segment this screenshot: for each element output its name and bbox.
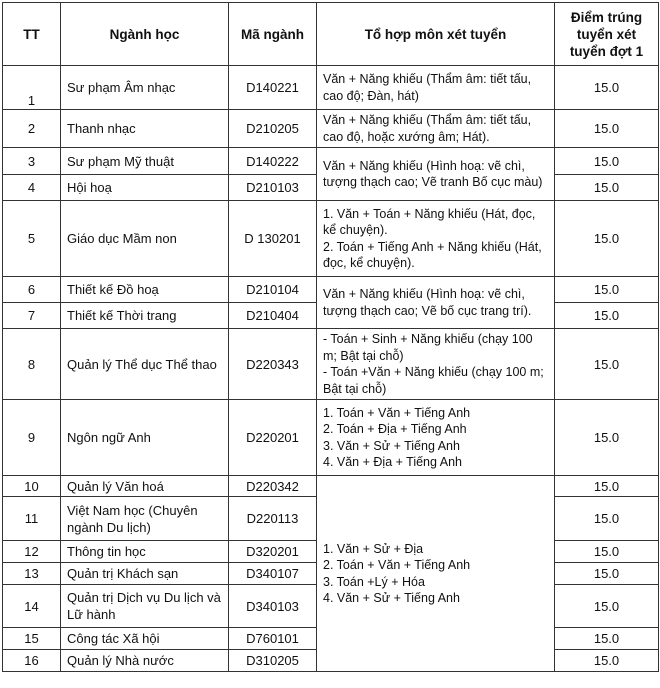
score: 15.0 [555, 277, 659, 303]
row-number: 2 [3, 110, 61, 148]
major-code: D210104 [229, 277, 317, 303]
subject-combo [317, 329, 555, 400]
subject-combo [317, 476, 555, 672]
major-name: Công tác Xã hội [61, 628, 229, 650]
row-number: 5 [3, 201, 61, 277]
subject-combo: Văn + Năng khiếu (Hình hoạ: vẽ chì, tượng thạch cao; Vẽ tranh Bố cục màu) [317, 148, 555, 201]
major-code: D220342 [229, 476, 317, 497]
major-code: D220343 [229, 329, 317, 400]
major-code: D340107 [229, 563, 317, 585]
row-number: 16 [3, 650, 61, 672]
major-code: D310205 [229, 650, 317, 672]
major-name: Sư phạm Mỹ thuật [61, 148, 229, 175]
score: 15.0 [555, 541, 659, 563]
row-number: 9 [3, 400, 61, 476]
subject-combo: Văn + Năng khiếu (Thẩm âm: tiết tấu, cao độ, hoặc xướng âm; Hát). [317, 110, 555, 148]
score: 15.0 [555, 110, 659, 148]
table-row [3, 329, 659, 400]
major-code: D210205 [229, 110, 317, 148]
major-code: D320201 [229, 541, 317, 563]
major-code: D220113 [229, 497, 317, 541]
row-number: 3 [3, 148, 61, 175]
major-name: Giáo dục Mầm non [61, 201, 229, 277]
header-combo: Tổ hợp môn xét tuyển [317, 3, 555, 66]
subject-combo: Văn + Năng khiếu (Thẩm âm: tiết tấu, cao độ; Đàn, hát) [317, 66, 555, 110]
major-name: Quản lý Nhà nước [61, 650, 229, 672]
score: 15.0 [555, 148, 659, 175]
major-name: Quản lý Thể dục Thể thao [61, 329, 229, 400]
major-code: D340103 [229, 585, 317, 628]
table-row [3, 277, 659, 303]
table-row [3, 148, 659, 175]
major-name: Sư phạm Âm nhạc [61, 66, 229, 110]
subject-combo [317, 400, 555, 476]
major-name: Việt Nam học (Chuyên ngành Du lịch) [61, 497, 229, 541]
table-row [3, 201, 659, 277]
major-name: Ngôn ngữ Anh [61, 400, 229, 476]
header-score: Điểm trúng tuyển xét tuyển đợt 1 [555, 3, 659, 66]
subject-combo: Văn + Năng khiếu (Hình hoạ: vẽ chì, tượng thạch cao; Vẽ bố cục trang trí). [317, 277, 555, 329]
major-name: Quản trị Khách sạn [61, 563, 229, 585]
row-number: 8 [3, 329, 61, 400]
major-code: D760101 [229, 628, 317, 650]
header-tt: TT [3, 3, 61, 66]
header-major: Ngành học [61, 3, 229, 66]
combo-line: 4. Văn + Sử + Tiếng Anh [323, 591, 460, 605]
combo-line: 2. Toán + Văn + Tiếng Anh [323, 558, 471, 572]
score: 15.0 [555, 303, 659, 329]
header-row [3, 3, 659, 66]
admission-table [2, 2, 659, 672]
major-code: D210103 [229, 175, 317, 201]
score: 15.0 [555, 650, 659, 672]
row-number: 7 [3, 303, 61, 329]
score: 15.0 [555, 585, 659, 628]
table-row [3, 66, 659, 110]
row-number: 13 [3, 563, 61, 585]
subject-combo [317, 201, 555, 277]
combo-line: 3. Toán +Lý + Hóa [323, 574, 425, 589]
major-code: D220201 [229, 400, 317, 476]
major-name: Quản trị Dịch vụ Du lịch và Lữ hành [61, 585, 229, 628]
score: 15.0 [555, 400, 659, 476]
combo-line: 2. Toán + Địa + Tiếng Anh [323, 422, 467, 436]
row-number: 14 [3, 585, 61, 628]
row-number: 15 [3, 628, 61, 650]
combo-line: 1. Toán + Văn + Tiếng Anh [323, 405, 471, 420]
score: 15.0 [555, 329, 659, 400]
major-name: Quản lý Văn hoá [61, 476, 229, 497]
score: 15.0 [555, 497, 659, 541]
major-name: Thông tin học [61, 541, 229, 563]
major-code: D140222 [229, 148, 317, 175]
combo-line: 3. Văn + Sử + Tiếng Anh [323, 438, 460, 453]
score: 15.0 [555, 201, 659, 277]
combo-line: - Toán +Văn + Năng khiếu (chạy 100 m; Bật tại chỗ) [323, 365, 544, 396]
score: 15.0 [555, 563, 659, 585]
score: 15.0 [555, 628, 659, 650]
major-name: Thiết kế Đồ hoạ [61, 277, 229, 303]
combo-line: 1. Văn + Toán + Năng khiếu (Hát, đọc, kể chuyện). [323, 206, 536, 237]
major-name: Thiết kế Thời trang [61, 303, 229, 329]
row-number: 10 [3, 476, 61, 497]
combo-line: 2. Toán + Tiếng Anh + Năng khiếu (Hát, đọc, kể chuyện). [323, 239, 542, 270]
row-number: 1 [3, 66, 61, 110]
table-row [3, 400, 659, 476]
score: 15.0 [555, 476, 659, 497]
header-code: Mã ngành [229, 3, 317, 66]
row-number: 11 [3, 497, 61, 541]
combo-line: 4. Văn + Địa + Tiếng Anh [323, 455, 462, 469]
combo-line: - Toán + Sinh + Năng khiếu (chạy 100 m; Bật tại chỗ) [323, 332, 533, 363]
major-code: D210404 [229, 303, 317, 329]
table-row [3, 476, 659, 497]
row-number: 6 [3, 277, 61, 303]
major-name: Hội hoạ [61, 175, 229, 201]
table-row [3, 110, 659, 148]
combo-line: 1. Văn + Sử + Địa [323, 541, 424, 556]
major-code: D 130201 [229, 201, 317, 277]
row-number: 12 [3, 541, 61, 563]
major-name: Thanh nhạc [61, 110, 229, 148]
score: 15.0 [555, 66, 659, 110]
row-number: 4 [3, 175, 61, 201]
major-code: D140221 [229, 66, 317, 110]
score: 15.0 [555, 175, 659, 201]
